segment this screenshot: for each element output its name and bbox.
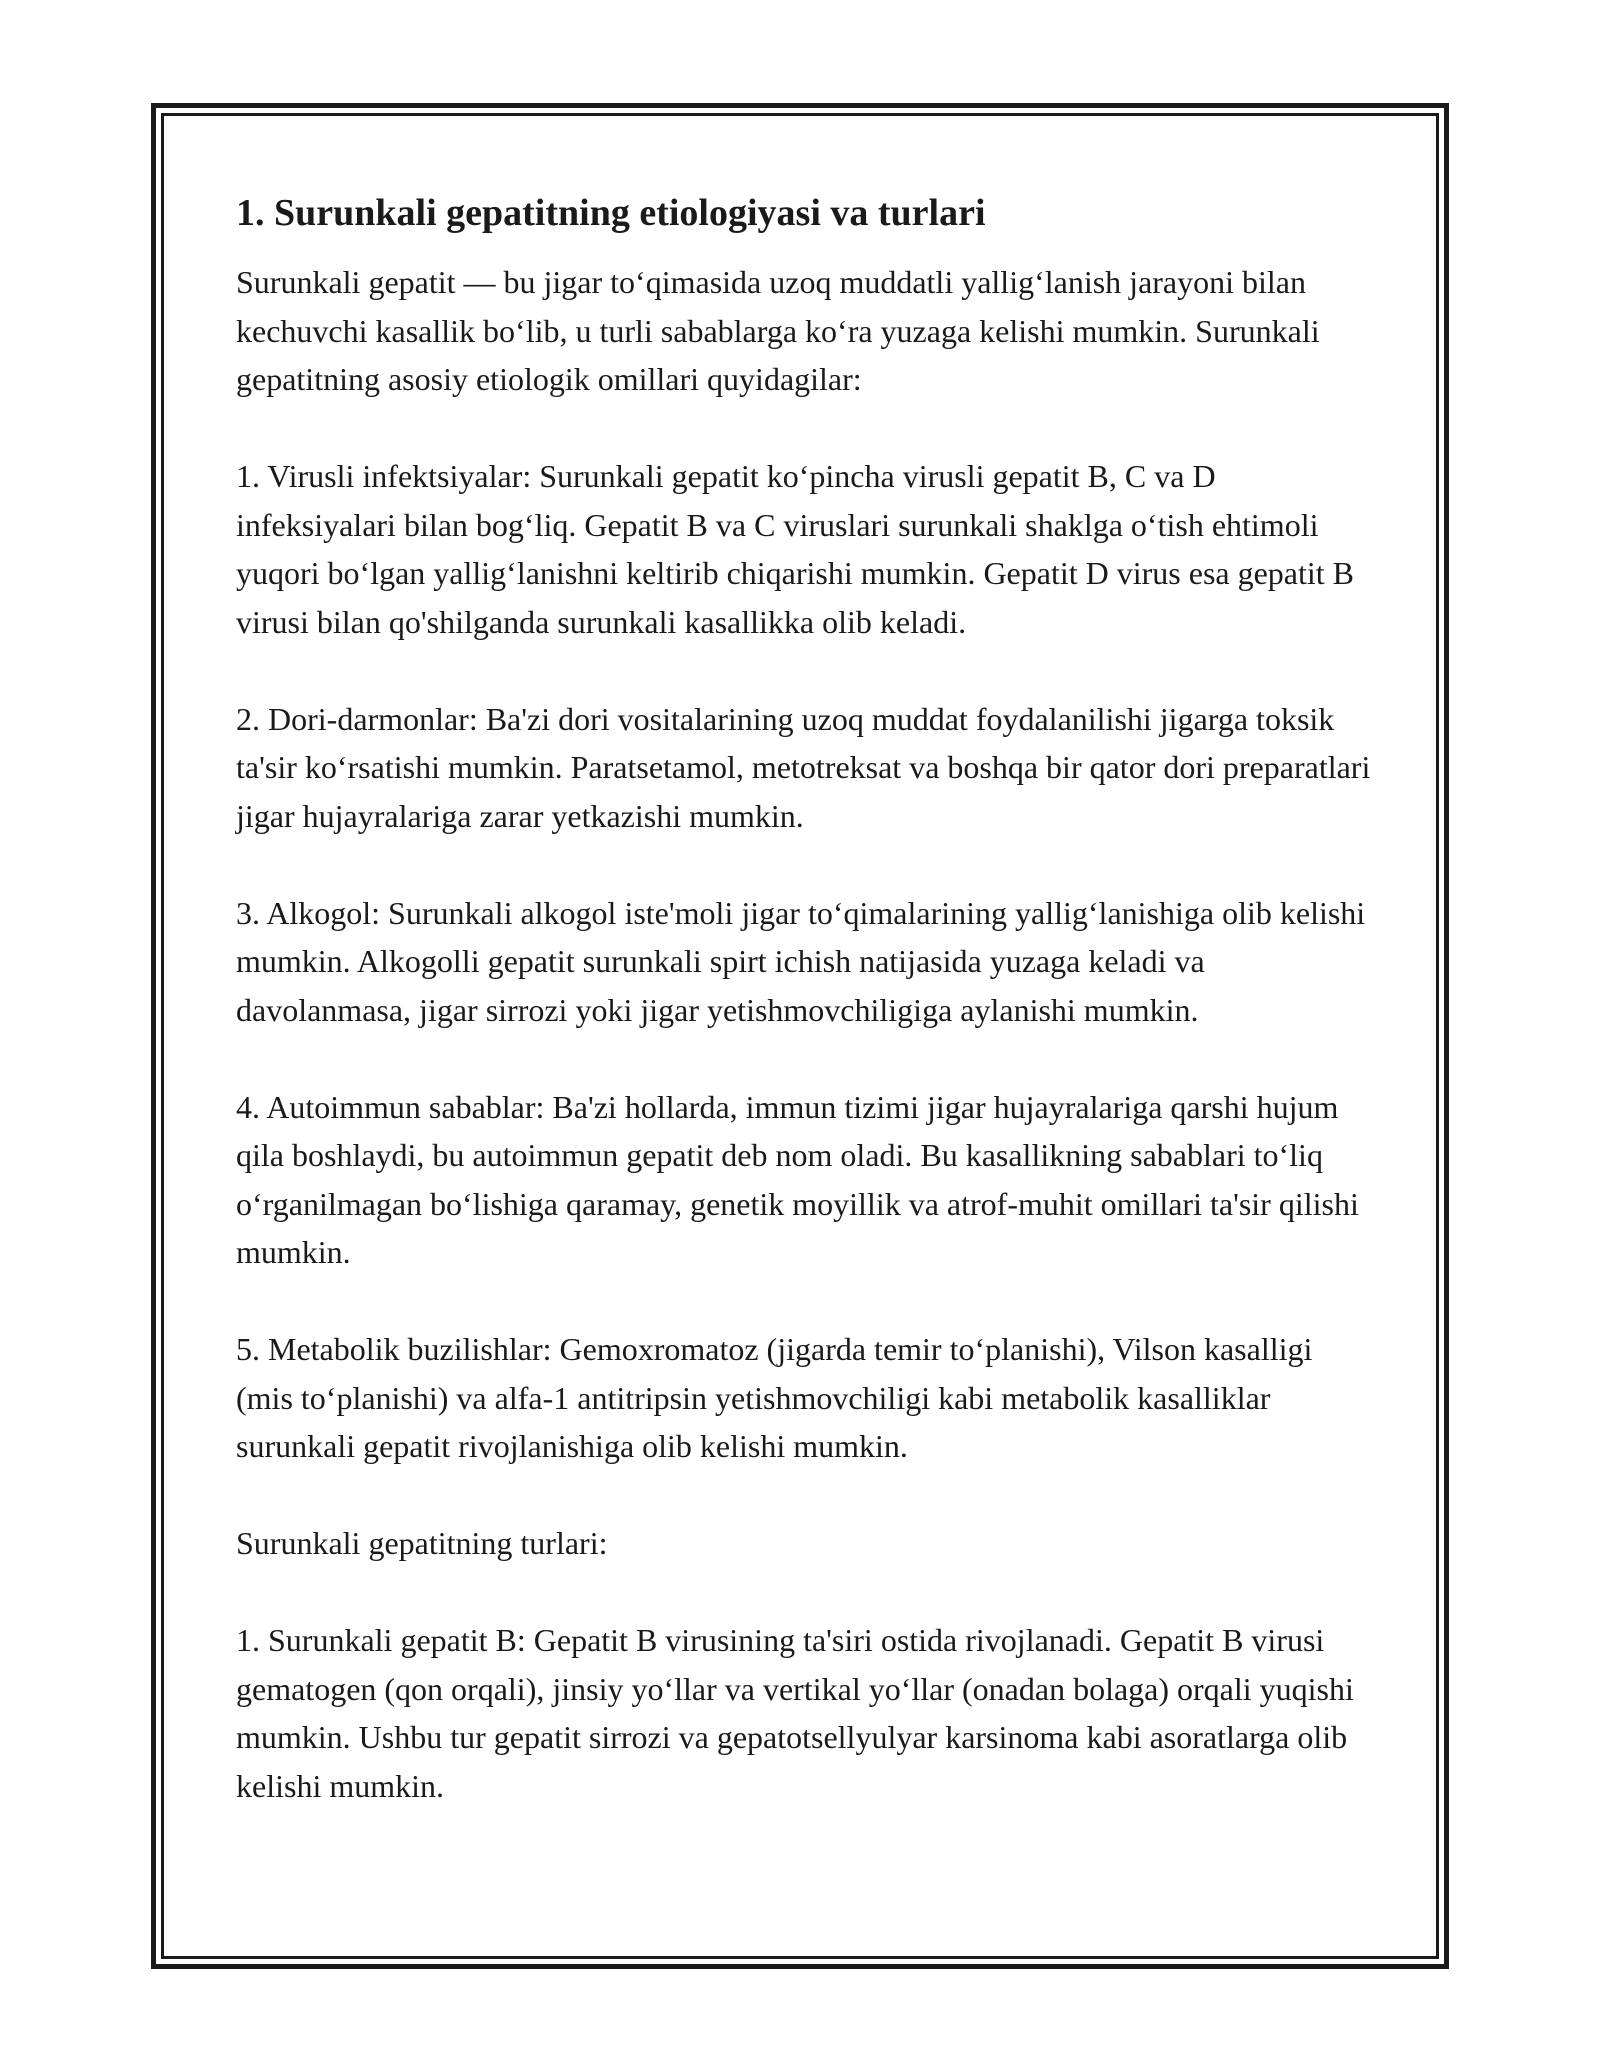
- paragraph-alcohol: 3. Alkogol: Surunkali alkogol iste'moli jigar to‘qimalarining yallig‘lanishiga olib kelishi mumkin. Alkogolli gepatit surunkali spirt ichish natijasida yuzaga keladi va davolanmasa, jigar sirrozi yoki jigar yetishmovchiligiga aylanishi mumkin.: [236, 894, 1366, 1028]
- types-heading-paragraph: Surunkali gepatitning turlari:: [236, 1525, 608, 1561]
- document-body: [236, 190, 1371, 1859]
- paragraph-viral-infections: 1. Virusli infektsiyalar: Surunkali gepatit ko‘pincha virusli gepatit B, C va D infeksiyalari bilan bog‘liq. Gepatit B va C viruslari surunkali shaklga o‘tish ehtimoli yuqori bo‘lgan yallig‘lanishni keltirib chiqarishi mumkin. Gepatit D virus esa gepatit B virusi bilan qo'shilganda surunkali kasallikka olib keladi.: [236, 458, 1355, 640]
- paragraph-metabolic: 5. Metabolik buzilishlar: Gemoxromatoz (jigarda temir to‘planishi), Vilson kasalligi (mis to‘planishi) va alfa-1 antitripsin yetishmovchiligi kabi metabolik kasalliklar surunkali gepatit rivojlanishiga olib kelishi mumkin.: [236, 1331, 1313, 1464]
- section-heading: 1. Surunkali gepatitning etiologiyasi va turlari: [236, 192, 986, 234]
- paragraph-autoimmune: 4. Autoimmun sabablar: Ba'zi hollarda, immun tizimi jigar hujayralariga qarshi hujum qila boshlaydi, bu autoimmun gepatit deb nom oladi. Bu kasallikning sabablari to‘liq o‘rganilmagan bo‘lishiga qaramay, genetik moyillik va atrof-muhit omillari ta'sir qilishi mumkin.: [236, 1088, 1359, 1270]
- intro-paragraph: Surunkali gepatit — bu jigar to‘qimasida uzoq muddatli yallig‘lanish jarayoni bilan kechuvchi kasallik bo‘lib, u turli sabablarga ko‘ra yuzaga kelishi mumkin. Surunkali gepatitning asosiy etiologik omillari quyidagilar:: [236, 264, 1320, 397]
- paragraph-medications: 2. Dori-darmonlar: Ba'zi dori vositalarining uzoq muddat foydalanilishi jigarga toksik ta'sir ko‘rsatishi mumkin. Paratsetamol, metotreksat va boshqa bir qator dori preparatlari jigar hujayralariga zarar yetkazishi mumkin.: [236, 700, 1371, 834]
- paragraph-hepatitis-b: 1. Surunkali gepatit B: Gepatit B virusining ta'siri ostida rivojlanadi. Gepatit B virusi gematogen (qon orqali), jinsiy yo‘llar va vertikal yo‘llar (onadan bolaga) orqali yuqishi mumkin. Ushbu tur gepatit sirrozi va gepatotsellyulyar karsinoma kabi asoratlarga olib kelishi mumkin.: [236, 1622, 1354, 1804]
